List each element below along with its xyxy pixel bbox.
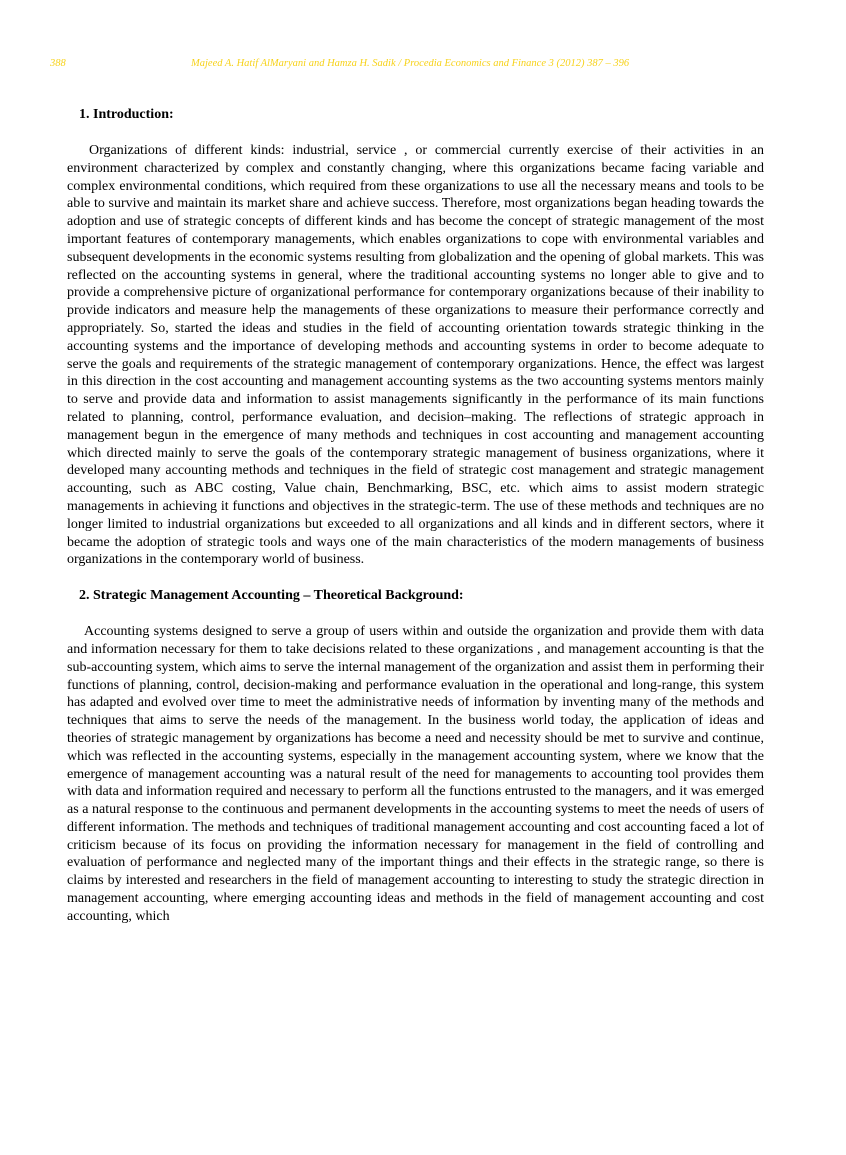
introduction-paragraph: Organizations of different kinds: industrial, service , or commercial currently exercise of their activities in an environment characterized by complex and constantly changing, where this organizations became facing variable and complex environmental conditions, which required from these organizations to use all the necessary means and tools to be able to survive and maintain its market share and achieve success. Therefore, most organizations began heading towards the adoption and use of strategic concepts of different kinds and has become the concept of strategic management of the most important features of contemporary managements, which enables organizations to cope with environmental variables and subsequent developments in the economic systems resulting from globalization and the opening of global markets. This was reflected on the accounting systems in general, where the traditional accounting systems no longer able to give and to provide a comprehensive picture of organizational performance for contemporary organizations because of their inability to provide indicators and measure help the managements of these organizations to measure their performance correctly and appropriately. So, started the ideas and studies in the field of accounting orientation towards strategic thinking in the accounting systems and the importance of developing methods and accounting systems in order to become adequate to serve the goals and requirements of the strategic management of contemporary organizations. Hence, the effect was largest in this direction in the cost accounting and management accounting systems as the two accounting systems mentors mainly to serve and provide data and information to assist managements significantly in the performance of its main functions related to planning, control, performance evaluation, and decision–making. The reflections of strategic approach in management begun in the emergence of many methods and techniques in cost accounting and management accounting which directed mainly to serve the goals of the contemporary strategic management of business organizations, where it developed many accounting methods and techniques in the field of strategic cost management and strategic management accounting, such as ABC costing, Value chain, Benchmarking, BSC, etc. which aims to assist modern strategic managements in achieving it functions and objectives in the strategic-term. The use of these methods and techniques are no longer limited to industrial organizations but exceeded to all organizations and all kinds and in different sectors, where it became the adoption of strategic tools and ways one of the main characteristics of the modern managements of business organizations in the contemporary world of business. [67, 143, 764, 568]
article-body [67, 106, 764, 926]
theoretical-background-paragraph: Accounting systems designed to serve a group of users within and outside the organization and provide them with data and information necessary for them to take decisions related to these organizations , and management accounting is that the sub-accounting system, which aims to serve the internal management of the organization and assist them in performing their functions of planning, control, decision-making and performance evaluation in the operational and long-range, this system has adapted and evolved over time to meet the administrative needs of information by inventing many of the methods and techniques that aims to serve the needs of the management. In the business world today, the application of ideas and theories of strategic management by organizations has become a need and necessity should be met to survive and continue, which was reflected in the accounting systems, especially in the management accounting system, where we know that the emergence of management accounting was a natural result of the need for managements to accounting tool provides them with data and information required and necessary to perform all the functions entrusted to the managers, and it was emerged as a natural response to the continuous and permanent developments in the accounting systems to meet the needs of users of different information. The methods and techniques of traditional management accounting and cost accounting faced a lot of criticism because of its focus on providing the information necessary for management in the field of controlling and evaluation of performance and neglected many of the important things and their effects in the strategic range, so there is claims by interested and researchers in the field of management accounting to interesting to study the strategic direction in management accounting, where emerging accounting ideas and methods in the field of management accounting and cost accounting, which [67, 624, 764, 924]
section-heading-theoretical-background: 2. Strategic Management Accounting – Theoretical Background: [79, 588, 464, 604]
page-number: 388 [50, 58, 66, 69]
running-header [0, 58, 846, 74]
journal-reference: Majeed A. Hatif AlMaryani and Hamza H. Sadik / Procedia Economics and Finance 3 (2012) 387 – 396 [191, 58, 630, 69]
section-heading-introduction: 1. Introduction: [79, 107, 174, 122]
